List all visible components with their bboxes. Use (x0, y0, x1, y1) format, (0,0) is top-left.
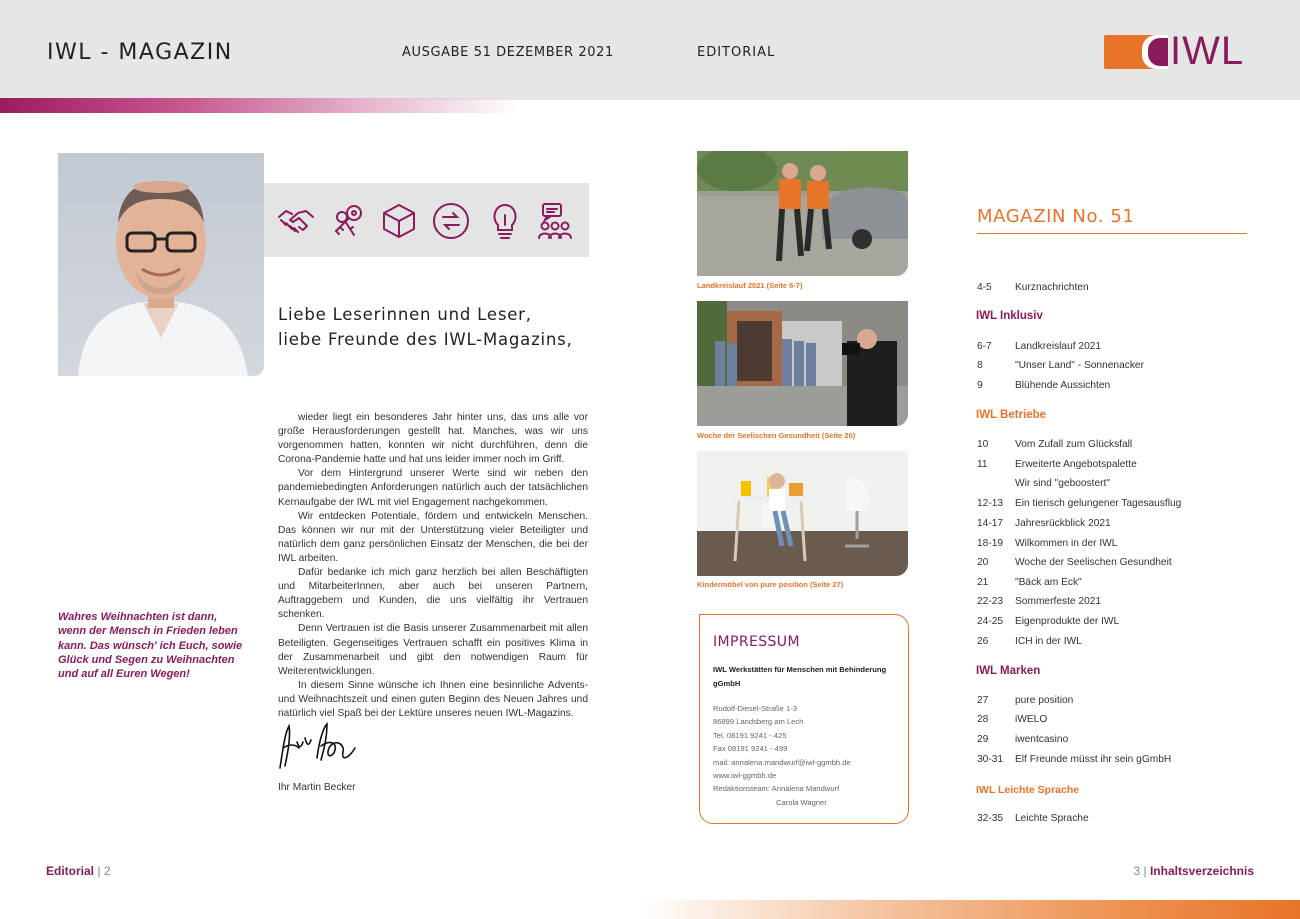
toc-entry[interactable]: 11 Erweiterte Angebotspalette (977, 459, 1137, 470)
header-gradient-bar (0, 98, 520, 113)
photo-seelische-gesundheit (697, 301, 908, 426)
toc-entry[interactable]: 24-25 Eigenprodukte der IWL (977, 616, 1120, 627)
toc-entry-pages: 4-5 (977, 282, 992, 293)
handshake-icon (276, 201, 316, 241)
greeting-line-2: liebe Freunde des IWL-Magazins, (278, 330, 573, 349)
issue-label: AUSGABE 51 DEZEMBER 2021 (402, 45, 614, 60)
toc-section-heading: IWL Inklusiv (976, 310, 1043, 322)
toc-title: MAGAZIN No. 51 (977, 206, 1135, 227)
impressum-mail[interactable]: mail: annalena.mandwurf@iwl-ggmbh.de (713, 757, 851, 767)
author-portrait (58, 153, 264, 376)
toc-entry[interactable]: 30-31 Elf Freunde müsst ihr sein gGmbH (977, 754, 1172, 765)
editorial-body (278, 411, 588, 721)
editorial-paragraph: wieder liegt ein besonderes Jahr hinter uns, das uns alle vor große Herausforderungen gestellt hat. Manches, was wir uns vorgenommen hatten, konnten wir nicht durchführen, denn die Corona-Pandemie hatte und hat uns leider immer noch im Griff. (278, 412, 588, 466)
handwritten-signature (275, 718, 365, 773)
photo-caption: Landkreislauf 2021 (Seite 6-7) (697, 281, 803, 290)
keys-icon (328, 201, 368, 241)
impressum-organization: IWL Werkstätten für Menschen mit Behinderung gGmbH (713, 665, 887, 688)
toc-entry[interactable]: 9 Blühende Aussichten (977, 380, 1111, 391)
toc-section-heading: IWL Leichte Sprache (976, 784, 1080, 796)
toc-entry[interactable]: 6-7 Landkreislauf 2021 (977, 341, 1102, 352)
toc-entry[interactable]: 8 "Unser Land" - Sonnenacker (977, 360, 1144, 371)
toc-entry[interactable]: 21 "Bäck am Eck" (977, 577, 1082, 588)
photo-caption: Woche der Seelischen Gesundheit (Seite 20) (697, 431, 856, 440)
impressum-title: IMPRESSUM (713, 634, 800, 650)
photo-landkreislauf (697, 151, 908, 276)
signer-name: Ihr Martin Becker (278, 782, 356, 793)
impressum-web[interactable]: www.iwl-ggmbh.de (713, 771, 777, 781)
iwl-logo (1104, 29, 1254, 73)
section-label: EDITORIAL (697, 45, 776, 60)
toc-entry[interactable]: 32-35 Leichte Sprache (977, 813, 1089, 824)
impressum-box (699, 614, 909, 824)
impressum-team-2: Carola Wagner (776, 797, 827, 807)
toc-entry[interactable]: 26 ICH in der IWL (977, 636, 1082, 647)
impressum-city: 86899 Landsberg am Lech (713, 717, 804, 727)
values-icon-band (264, 183, 589, 257)
toc-entry[interactable]: 14-17 Jahresrückblick 2021 (977, 518, 1111, 529)
photo-caption: Kindermöbel von pure position (Seite 27) (697, 580, 844, 589)
footer-right: 3 | Inhaltsverzeichnis (1133, 864, 1254, 878)
team-chat-icon (535, 201, 575, 241)
toc-section-heading: IWL Betriebe (976, 409, 1047, 421)
photo-kindermoebel (697, 451, 908, 576)
footer-gradient-bar (640, 900, 1300, 919)
editorial-paragraph: Vor dem Hintergrund unserer Werte sind wir neben den pandemiebedingten Anforderungen natürlich auch der tatsächlichen Kernaufgabe der IWL mit viel Engagement nachgekommen. (278, 468, 588, 508)
toc-entry[interactable]: 22-23 Sommerfeste 2021 (977, 596, 1102, 607)
toc-entry[interactable]: 29 iwentcasino (977, 734, 1069, 745)
toc-entry-title: Kurznachrichten (1015, 282, 1089, 293)
footer-toc-label: Inhaltsverzeichnis (1149, 864, 1254, 878)
impressum-team: Redaktionsteam: Annalena Mandwurf (713, 784, 840, 794)
toc-entry[interactable]: 28 iWELO (977, 714, 1048, 725)
magazine-title: IWL - MAGAZIN (47, 40, 233, 65)
impressum-contact (713, 702, 851, 809)
page-number-left: 2 (103, 864, 111, 878)
toc-divider (977, 233, 1247, 234)
logo-text: IWL (1170, 29, 1245, 73)
greeting-line-1: Liebe Leserinnen und Leser, (278, 305, 532, 324)
editorial-greeting (278, 302, 573, 352)
toc-entry[interactable]: 27 pure position (977, 695, 1074, 706)
lightbulb-icon (485, 201, 525, 241)
footer-section-label: Editorial (46, 864, 95, 878)
footer-left: Editorial | 2 (46, 864, 111, 878)
impressum-street: Rudolf-Diesel-Straße 1-3 (713, 704, 797, 713)
impressum-fax: Fax 08191 9241 - 499 (713, 744, 788, 754)
page-header (0, 0, 1300, 100)
exchange-icon (431, 201, 471, 241)
impressum-tel: Tel. 08191 9241 - 425 (713, 730, 787, 740)
toc-entry[interactable]: 20 Woche der Seelischen Gesundheit (977, 557, 1172, 568)
toc-entry[interactable] (977, 282, 1089, 293)
cube-icon (379, 201, 419, 241)
toc-entry[interactable]: Wir sind "geboostert" (1015, 478, 1110, 489)
toc-section-heading: IWL Marken (976, 665, 1041, 677)
editorial-paragraph: In diesem Sinne wünsche ich Ihnen eine besinnliche Advents- und Weihnachtszeit und einen guten Beginn des Neuen Jahres und natürlich viel Spaß bei der Lektüre unseres neuen IWL-Magazins. (278, 679, 588, 719)
toc-entry[interactable]: 18-19 Wilkommen in der IWL (977, 538, 1118, 549)
page-number-right: 3 (1133, 864, 1141, 878)
toc-entry[interactable]: 12-13 Ein tierisch gelungener Tagesausflug (977, 498, 1182, 509)
editorial-paragraph: Wir entdecken Potentiale, fördern und entwickeln Menschen. Das können wir nur mit der Unterstützung vieler Beteiligter und natürlich dem ganz persönlichen Einsatz der Menschen, die bei der IWL arbeiten. (278, 510, 588, 564)
toc-entry[interactable]: 10 Vom Zufall zum Glücksfall (977, 439, 1133, 450)
logo-mark-icon (1104, 35, 1168, 69)
editorial-paragraph: Dafür bedanke ich mich ganz herzlich bei allen Beschäftigten und MitarbeiterInnen, aber auch bei unseren Partnern, Auftraggebern und Kunden, die uns vielfältig ihr Vertrauen schenken. (278, 567, 588, 621)
editorial-paragraph: Denn Vertrauen ist die Basis unserer Zusammenarbeit mit allen Beteiligten. Gegenseitiges Vertrauen schafft ein positives Klima in der Zusammenarbeit und gibt den notwendigen Raum für Weiterentwicklungen. (278, 623, 588, 677)
christmas-quote: Wahres Weihnachten ist dann, wenn der Mensch in Frieden leben kann. Das wünsch' ich Euch, sowie Glück und Segen zu Weihnachten und auf all Euren Wegen! (58, 611, 243, 681)
